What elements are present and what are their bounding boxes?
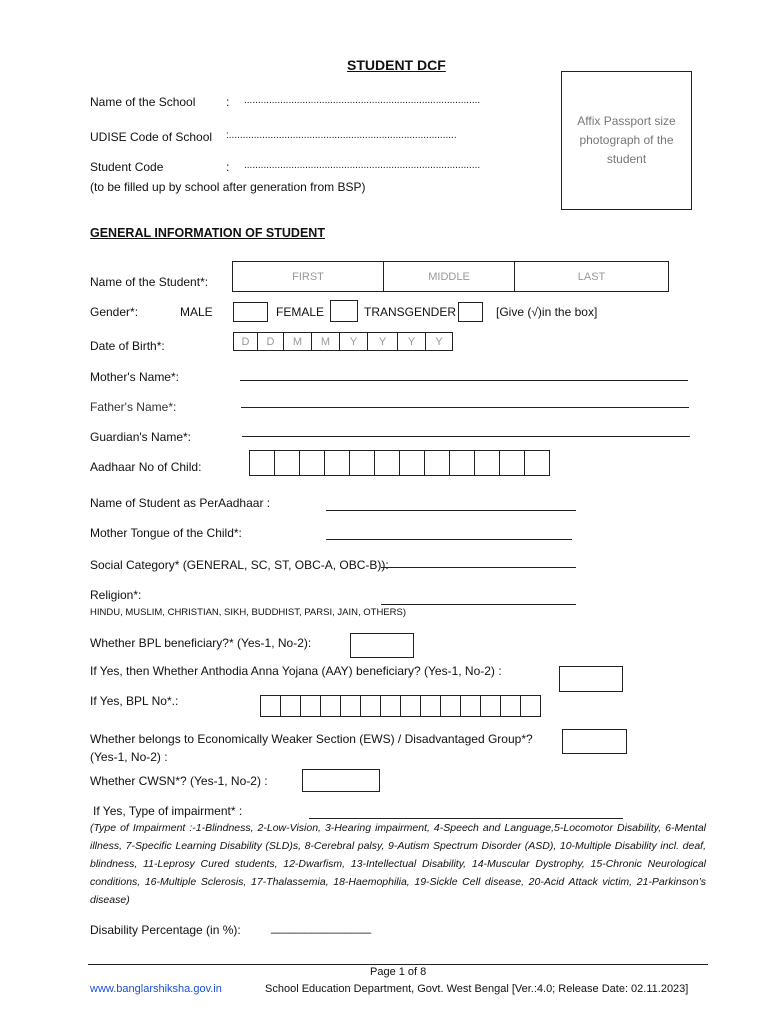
- gender-transgender-label: TRANSGENDER: [364, 305, 457, 319]
- gender-female-label: FEMALE: [276, 305, 325, 319]
- gender-transgender-checkbox[interactable]: [458, 302, 483, 322]
- aadhaar-cell[interactable]: [474, 450, 500, 476]
- bpl-label: Whether BPL beneficiary?* (Yes-1, No-2):: [90, 636, 312, 650]
- cwsn-label: Whether CWSN*? (Yes-1, No-2) :: [90, 774, 268, 788]
- aadhaar-cell[interactable]: [449, 450, 475, 476]
- udise-label: UDISE Code of School: [90, 130, 213, 144]
- gender-hint: [Give (√)in the box]: [496, 305, 598, 319]
- bpl-no-cell[interactable]: [440, 695, 461, 717]
- page-number: Page 1 of 8: [370, 966, 427, 978]
- page-title: STUDENT DCF: [347, 57, 446, 73]
- impairment-label: If Yes, Type of impairment* :: [93, 804, 243, 818]
- dob-cell[interactable]: Y: [339, 332, 368, 351]
- aadhaar-cell[interactable]: [399, 450, 425, 476]
- bpl-no-cell[interactable]: [420, 695, 441, 717]
- student-code-note: (to be filled up by school after generation from BSP): [90, 180, 366, 194]
- aadhaar-cell[interactable]: [274, 450, 300, 476]
- last-name-field[interactable]: LAST: [514, 261, 669, 292]
- aadhaar-cell[interactable]: [299, 450, 325, 476]
- aay-field[interactable]: [559, 666, 623, 692]
- aadhaar-name-label: Name of Student as PerAadhaar :: [90, 496, 271, 510]
- udise-field[interactable]: :..................................................................................: [226, 130, 457, 141]
- student-name-label: Name of the Student*:: [90, 275, 209, 289]
- ews-field[interactable]: [562, 729, 627, 754]
- gender-male-checkbox[interactable]: [233, 302, 268, 322]
- bpl-no-cell[interactable]: [360, 695, 381, 717]
- bpl-no-cell[interactable]: [520, 695, 541, 717]
- aadhaar-cell[interactable]: [424, 450, 450, 476]
- bpl-no-cell[interactable]: [320, 695, 341, 717]
- impairment-types-note: (Type of Impairment :-1-Blindness, 2-Low-Vision, 3-Hearing impairment, 4-Speech and Language,5-Locomotor Disability, 6-Mental illness, 7-Specific Learning Disability (SLD)s, 8-Cerebral palsy, 9-Autism Spectrum Disorder (ASD), 10-Multiple Disability incl. deaf, blindness, 11-Leprosy Cured students, 12-Dwarfism, 13-Intellectual Disability, 14-Muscular Dystrophy, 15-Chronic Neurological conditions, 16-Multiple Sclerosis, 17-Thalassemia, 18-Haemophilia, 19-Sickle Cell disease, 20-Acid Attack victim, 21-Parkinson’s disease): [90, 822, 706, 906]
- photo-box-text: Affix Passport size photograph of the student: [577, 114, 676, 166]
- religion-field[interactable]: [381, 604, 576, 605]
- first-name-field[interactable]: FIRST: [232, 261, 384, 292]
- mother-name-label: Mother's Name*:: [90, 370, 179, 384]
- dob-label: Date of Birth*:: [90, 339, 165, 353]
- middle-name-field[interactable]: MIDDLE: [383, 261, 515, 292]
- student-name-boxes: [232, 261, 669, 292]
- aadhaar-label: Aadhaar No of Child:: [90, 460, 202, 474]
- aay-label: If Yes, then Whether Anthodia Anna Yojana (AAY) beneficiary? (Yes-1, No-2) :: [90, 664, 502, 678]
- aadhaar-name-field[interactable]: [326, 510, 576, 511]
- student-code-field[interactable]: .....................................................................................: [244, 160, 481, 171]
- guardian-name-field[interactable]: [242, 436, 690, 437]
- religion-options: HINDU, MUSLIM, CHRISTIAN, SIKH, BUDDHIST, PARSI, JAIN, OTHERS): [90, 607, 406, 618]
- bpl-no-cell[interactable]: [400, 695, 421, 717]
- bpl-no-cell[interactable]: [500, 695, 521, 717]
- dob-cell[interactable]: D: [257, 332, 284, 351]
- footer-rule: [88, 964, 708, 965]
- dob-boxes: [233, 332, 453, 351]
- aadhaar-cell[interactable]: [524, 450, 550, 476]
- bpl-no-cell[interactable]: [480, 695, 501, 717]
- mother-name-field[interactable]: [240, 380, 688, 381]
- school-name-field[interactable]: .....................................................................................: [244, 95, 481, 106]
- bpl-no-cell[interactable]: [340, 695, 361, 717]
- dob-cell[interactable]: Y: [425, 332, 453, 351]
- bpl-no-cell[interactable]: [300, 695, 321, 717]
- footer-department: School Education Department, Govt. West Bengal [Ver.:4.0; Release Date: 02.11.2023]: [265, 983, 689, 995]
- bpl-field[interactable]: [350, 633, 414, 658]
- mother-tongue-label: Mother Tongue of the Child*:: [90, 526, 242, 540]
- disability-percentage-label: Disability Percentage (in %):: [90, 923, 241, 937]
- aadhaar-cell[interactable]: [374, 450, 400, 476]
- dob-cell[interactable]: M: [311, 332, 340, 351]
- dob-cell[interactable]: M: [283, 332, 312, 351]
- social-category-label: Social Category* (GENERAL, SC, ST, OBC-A, OBC-B)):: [90, 558, 389, 572]
- bpl-no-cell[interactable]: [260, 695, 281, 717]
- father-name-label: Father's Name*:: [90, 400, 177, 414]
- section-heading: GENERAL INFORMATION OF STUDENT: [90, 226, 325, 240]
- bpl-no-cell[interactable]: [460, 695, 481, 717]
- guardian-name-label: Guardian's Name*:: [90, 430, 192, 444]
- dob-cell[interactable]: D: [233, 332, 258, 351]
- bpl-no-cell[interactable]: [280, 695, 301, 717]
- mother-tongue-field[interactable]: [326, 539, 572, 540]
- website-link[interactable]: www.banglarshiksha.gov.in: [90, 983, 222, 995]
- student-code-colon: :: [226, 160, 230, 174]
- aadhaar-cell[interactable]: [499, 450, 525, 476]
- father-name-field[interactable]: [241, 407, 689, 408]
- bpl-no-boxes: [260, 695, 541, 717]
- gender-female-checkbox[interactable]: [330, 300, 358, 322]
- ews-label: Whether belongs to Economically Weaker Section (EWS) / Disadvantaged Group*?: [90, 732, 533, 746]
- gender-label: Gender*:: [90, 305, 139, 319]
- aadhaar-cell[interactable]: [349, 450, 375, 476]
- aadhaar-cell[interactable]: [324, 450, 350, 476]
- disability-percentage-field[interactable]: _______________: [271, 920, 372, 934]
- social-category-field[interactable]: [381, 567, 576, 568]
- dob-cell[interactable]: Y: [397, 332, 426, 351]
- religion-label: Religion*:: [90, 588, 142, 602]
- bpl-no-cell[interactable]: [380, 695, 401, 717]
- school-name-colon: :: [226, 95, 230, 109]
- bpl-no-label: If Yes, BPL No*.:: [90, 694, 179, 708]
- dob-cell[interactable]: Y: [367, 332, 398, 351]
- aadhaar-boxes: [249, 450, 550, 476]
- school-name-label: Name of the School: [90, 95, 196, 109]
- photo-box[interactable]: [561, 71, 692, 210]
- aadhaar-cell[interactable]: [249, 450, 275, 476]
- gender-male-label: MALE: [180, 305, 213, 319]
- ews-label-options: (Yes-1, No-2) :: [90, 750, 168, 764]
- student-code-label: Student Code: [90, 160, 164, 174]
- cwsn-field[interactable]: [302, 769, 380, 792]
